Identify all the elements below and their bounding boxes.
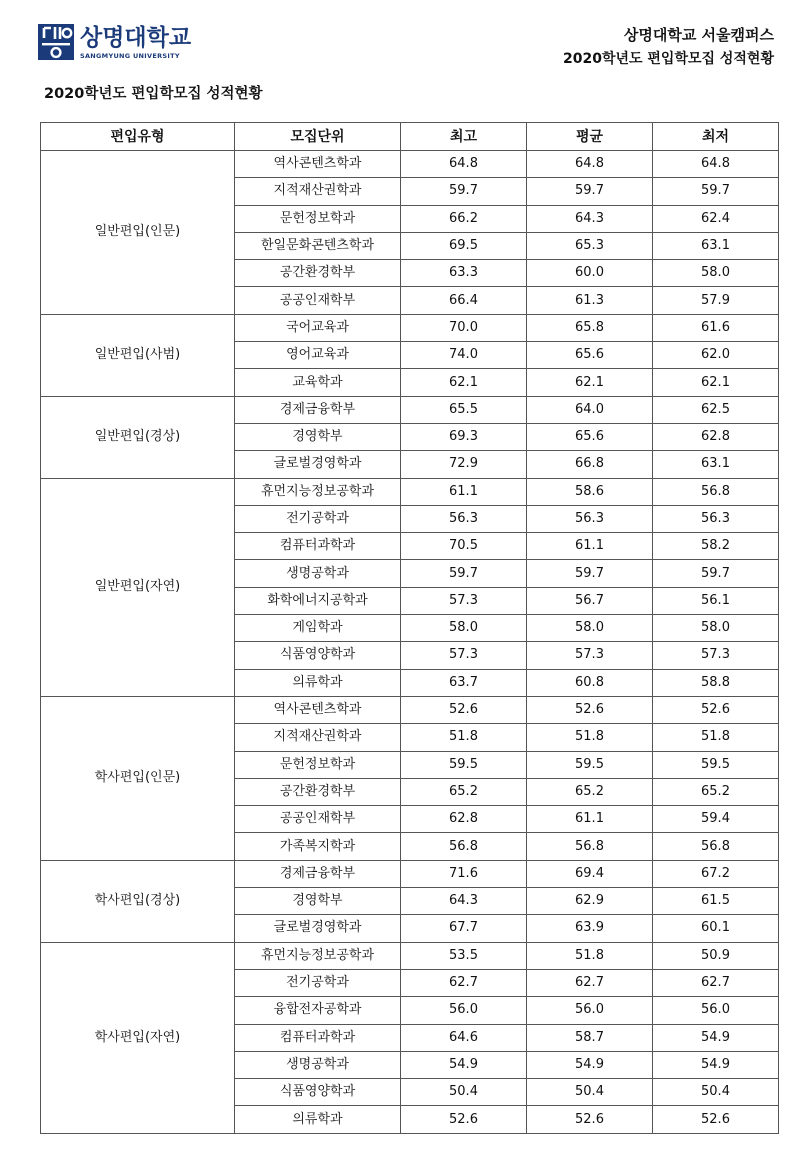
avg-score-cell: 64.0	[527, 396, 653, 423]
min-score-cell: 57.3	[653, 642, 779, 669]
max-score-cell: 74.0	[401, 342, 527, 369]
max-score-cell: 65.5	[401, 396, 527, 423]
min-score-cell: 62.1	[653, 369, 779, 396]
header-campus: 상명대학교 서울캠퍼스	[623, 26, 774, 44]
avg-score-cell: 65.6	[527, 423, 653, 450]
header-subtitle: 2020학년도 편입학모집 성적현황	[562, 51, 774, 67]
avg-score-cell: 62.1	[527, 369, 653, 396]
admission-type-cell: 학사편입(경상)	[41, 860, 235, 942]
min-score-cell: 58.0	[653, 260, 779, 287]
avg-score-cell: 58.0	[527, 615, 653, 642]
max-score-cell: 51.8	[401, 724, 527, 751]
avg-score-cell: 62.7	[527, 969, 653, 996]
unit-cell: 영어교육과	[235, 342, 401, 369]
avg-score-cell: 56.7	[527, 587, 653, 614]
avg-score-cell: 64.8	[527, 151, 653, 178]
max-score-cell: 57.3	[401, 587, 527, 614]
unit-cell: 역사콘텐츠학과	[235, 151, 401, 178]
avg-score-cell: 65.3	[527, 232, 653, 259]
max-score-cell: 64.6	[401, 1024, 527, 1051]
unit-cell: 생명공학과	[235, 560, 401, 587]
unit-cell: 컴퓨터과학과	[235, 533, 401, 560]
min-score-cell: 56.0	[653, 997, 779, 1024]
max-score-cell: 52.6	[401, 1106, 527, 1133]
table-row	[41, 314, 779, 341]
table-header-row	[41, 123, 779, 151]
unit-cell: 공공인재학부	[235, 806, 401, 833]
max-score-cell: 71.6	[401, 860, 527, 887]
avg-score-cell: 50.4	[527, 1079, 653, 1106]
unit-cell: 공간환경학부	[235, 778, 401, 805]
min-score-cell: 63.1	[653, 232, 779, 259]
avg-score-cell: 56.8	[527, 833, 653, 860]
unit-cell: 식품영양학과	[235, 642, 401, 669]
max-score-cell: 59.7	[401, 178, 527, 205]
unit-cell: 휴먼지능정보공학과	[235, 942, 401, 969]
avg-score-cell: 56.3	[527, 505, 653, 532]
sangmyung-emblem-icon	[38, 24, 74, 60]
max-score-cell: 63.7	[401, 669, 527, 696]
avg-score-cell: 65.8	[527, 314, 653, 341]
table-row	[41, 696, 779, 723]
max-score-cell: 56.8	[401, 833, 527, 860]
column-header-max: 최고	[401, 123, 527, 151]
max-score-cell: 66.2	[401, 205, 527, 232]
max-score-cell: 63.3	[401, 260, 527, 287]
unit-cell: 의류학과	[235, 669, 401, 696]
min-score-cell: 67.2	[653, 860, 779, 887]
min-score-cell: 54.9	[653, 1051, 779, 1078]
min-score-cell: 62.0	[653, 342, 779, 369]
column-header-min: 최저	[653, 123, 779, 151]
admission-type-cell: 일반편입(자연)	[41, 478, 235, 696]
max-score-cell: 61.1	[401, 478, 527, 505]
max-score-cell: 72.9	[401, 451, 527, 478]
logo-english-name: SANGMYUNG UNIVERSITY	[80, 51, 180, 60]
min-score-cell: 63.1	[653, 451, 779, 478]
university-logo	[38, 24, 191, 60]
min-score-cell: 50.4	[653, 1079, 779, 1106]
min-score-cell: 62.5	[653, 396, 779, 423]
admission-type-cell: 일반편입(경상)	[41, 396, 235, 478]
unit-cell: 공간환경학부	[235, 260, 401, 287]
unit-cell: 역사콘텐츠학과	[235, 696, 401, 723]
column-header-unit: 모집단위	[235, 123, 401, 151]
unit-cell: 문헌정보학과	[235, 205, 401, 232]
min-score-cell: 52.6	[653, 696, 779, 723]
max-score-cell: 54.9	[401, 1051, 527, 1078]
table-row	[41, 396, 779, 423]
unit-cell: 휴먼지능정보공학과	[235, 478, 401, 505]
max-score-cell: 62.7	[401, 969, 527, 996]
max-score-cell: 56.0	[401, 997, 527, 1024]
logo-name: 상명대학교	[80, 24, 192, 51]
max-score-cell: 66.4	[401, 287, 527, 314]
min-score-cell: 59.7	[653, 178, 779, 205]
min-score-cell: 57.9	[653, 287, 779, 314]
unit-cell: 글로벌경영학과	[235, 451, 401, 478]
avg-score-cell: 64.3	[527, 205, 653, 232]
max-score-cell: 64.8	[401, 151, 527, 178]
max-score-cell: 58.0	[401, 615, 527, 642]
min-score-cell: 62.7	[653, 969, 779, 996]
admission-type-cell: 학사편입(자연)	[41, 942, 235, 1133]
avg-score-cell: 63.9	[527, 915, 653, 942]
admission-type-cell: 일반편입(사범)	[41, 314, 235, 396]
max-score-cell: 65.2	[401, 778, 527, 805]
avg-score-cell: 62.9	[527, 888, 653, 915]
column-header-avg: 평균	[527, 123, 653, 151]
avg-score-cell: 61.1	[527, 806, 653, 833]
max-score-cell: 64.3	[401, 888, 527, 915]
unit-cell: 전기공학과	[235, 969, 401, 996]
column-header-type: 편입유형	[41, 123, 235, 151]
avg-score-cell: 61.3	[527, 287, 653, 314]
avg-score-cell: 60.0	[527, 260, 653, 287]
min-score-cell: 56.3	[653, 505, 779, 532]
avg-score-cell: 60.8	[527, 669, 653, 696]
avg-score-cell: 58.6	[527, 478, 653, 505]
min-score-cell: 61.5	[653, 888, 779, 915]
min-score-cell: 62.4	[653, 205, 779, 232]
admission-score-table	[40, 122, 779, 1134]
unit-cell: 문헌정보학과	[235, 751, 401, 778]
avg-score-cell: 69.4	[527, 860, 653, 887]
table-row	[41, 478, 779, 505]
unit-cell: 가족복지학과	[235, 833, 401, 860]
max-score-cell: 62.8	[401, 806, 527, 833]
avg-score-cell: 51.8	[527, 724, 653, 751]
avg-score-cell: 56.0	[527, 997, 653, 1024]
unit-cell: 교육학과	[235, 369, 401, 396]
min-score-cell: 64.8	[653, 151, 779, 178]
avg-score-cell: 65.2	[527, 778, 653, 805]
max-score-cell: 62.1	[401, 369, 527, 396]
min-score-cell: 59.7	[653, 560, 779, 587]
unit-cell: 화학에너지공학과	[235, 587, 401, 614]
max-score-cell: 69.3	[401, 423, 527, 450]
unit-cell: 컴퓨터과학과	[235, 1024, 401, 1051]
unit-cell: 경영학부	[235, 423, 401, 450]
table-body	[41, 151, 779, 1134]
avg-score-cell: 52.6	[527, 1106, 653, 1133]
document-title: 2020학년도 편입학모집 성적현황	[44, 86, 263, 102]
avg-score-cell: 51.8	[527, 942, 653, 969]
max-score-cell: 53.5	[401, 942, 527, 969]
min-score-cell: 58.8	[653, 669, 779, 696]
avg-score-cell: 52.6	[527, 696, 653, 723]
max-score-cell: 70.0	[401, 314, 527, 341]
unit-cell: 경제금융학부	[235, 396, 401, 423]
min-score-cell: 58.2	[653, 533, 779, 560]
unit-cell: 의류학과	[235, 1106, 401, 1133]
min-score-cell: 59.5	[653, 751, 779, 778]
header-right	[563, 24, 774, 70]
min-score-cell: 54.9	[653, 1024, 779, 1051]
admission-type-cell: 일반편입(인문)	[41, 151, 235, 315]
admission-type-cell: 학사편입(인문)	[41, 696, 235, 860]
max-score-cell: 57.3	[401, 642, 527, 669]
min-score-cell: 50.9	[653, 942, 779, 969]
table-row	[41, 151, 779, 178]
min-score-cell: 58.0	[653, 615, 779, 642]
unit-cell: 국어교육과	[235, 314, 401, 341]
min-score-cell: 52.6	[653, 1106, 779, 1133]
max-score-cell: 67.7	[401, 915, 527, 942]
max-score-cell: 50.4	[401, 1079, 527, 1106]
min-score-cell: 56.8	[653, 833, 779, 860]
max-score-cell: 59.7	[401, 560, 527, 587]
avg-score-cell: 65.6	[527, 342, 653, 369]
unit-cell: 글로벌경영학과	[235, 915, 401, 942]
max-score-cell: 52.6	[401, 696, 527, 723]
min-score-cell: 61.6	[653, 314, 779, 341]
unit-cell: 생명공학과	[235, 1051, 401, 1078]
unit-cell: 지적재산권학과	[235, 724, 401, 751]
unit-cell: 융합전자공학과	[235, 997, 401, 1024]
max-score-cell: 59.5	[401, 751, 527, 778]
unit-cell: 공공인재학부	[235, 287, 401, 314]
avg-score-cell: 59.7	[527, 178, 653, 205]
unit-cell: 경영학부	[235, 888, 401, 915]
unit-cell: 게임학과	[235, 615, 401, 642]
min-score-cell: 62.8	[653, 423, 779, 450]
min-score-cell: 65.2	[653, 778, 779, 805]
avg-score-cell: 54.9	[527, 1051, 653, 1078]
min-score-cell: 56.1	[653, 587, 779, 614]
max-score-cell: 70.5	[401, 533, 527, 560]
unit-cell: 전기공학과	[235, 505, 401, 532]
min-score-cell: 51.8	[653, 724, 779, 751]
table-row	[41, 860, 779, 887]
avg-score-cell: 66.8	[527, 451, 653, 478]
min-score-cell: 60.1	[653, 915, 779, 942]
unit-cell: 한일문화콘텐츠학과	[235, 232, 401, 259]
max-score-cell: 56.3	[401, 505, 527, 532]
avg-score-cell: 58.7	[527, 1024, 653, 1051]
min-score-cell: 56.8	[653, 478, 779, 505]
unit-cell: 경제금융학부	[235, 860, 401, 887]
avg-score-cell: 61.1	[527, 533, 653, 560]
avg-score-cell: 57.3	[527, 642, 653, 669]
avg-score-cell: 59.5	[527, 751, 653, 778]
avg-score-cell: 59.7	[527, 560, 653, 587]
unit-cell: 식품영양학과	[235, 1079, 401, 1106]
min-score-cell: 59.4	[653, 806, 779, 833]
unit-cell: 지적재산권학과	[235, 178, 401, 205]
max-score-cell: 69.5	[401, 232, 527, 259]
table-row	[41, 942, 779, 969]
